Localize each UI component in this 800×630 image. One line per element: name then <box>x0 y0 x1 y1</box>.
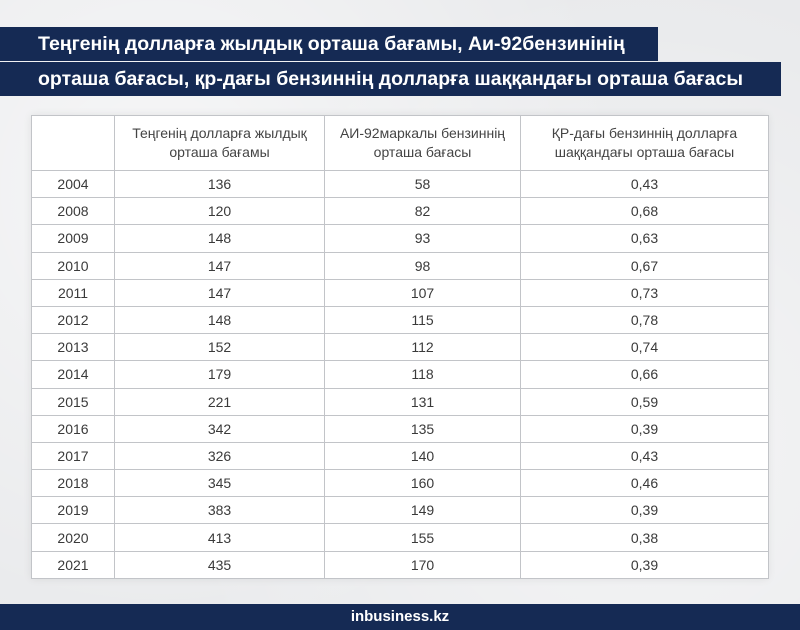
value-cell: 131 <box>325 388 521 415</box>
value-cell: 0,74 <box>521 334 769 361</box>
table-row <box>32 306 769 333</box>
table-row <box>32 252 769 279</box>
table-row <box>32 415 769 442</box>
year-cell: 2008 <box>32 198 115 225</box>
year-cell: 2004 <box>32 171 115 198</box>
value-cell: 0,66 <box>521 361 769 388</box>
value-cell: 0,78 <box>521 306 769 333</box>
table-row <box>32 334 769 361</box>
year-cell: 2014 <box>32 361 115 388</box>
value-cell: 0,73 <box>521 279 769 306</box>
year-cell: 2017 <box>32 442 115 469</box>
value-cell: 148 <box>115 225 325 252</box>
value-cell: 155 <box>325 524 521 551</box>
value-cell: 0,68 <box>521 198 769 225</box>
value-cell: 0,38 <box>521 524 769 551</box>
year-cell: 2009 <box>32 225 115 252</box>
table-row <box>32 225 769 252</box>
value-cell: 107 <box>325 279 521 306</box>
value-cell: 98 <box>325 252 521 279</box>
value-cell: 0,39 <box>521 497 769 524</box>
data-table <box>31 115 769 579</box>
year-cell: 2020 <box>32 524 115 551</box>
year-cell: 2018 <box>32 470 115 497</box>
value-cell: 136 <box>115 171 325 198</box>
table-row <box>32 279 769 306</box>
value-cell: 0,46 <box>521 470 769 497</box>
year-cell: 2019 <box>32 497 115 524</box>
value-cell: 118 <box>325 361 521 388</box>
value-cell: 0,67 <box>521 252 769 279</box>
value-cell: 342 <box>115 415 325 442</box>
value-cell: 147 <box>115 279 325 306</box>
table-row <box>32 551 769 578</box>
value-cell: 152 <box>115 334 325 361</box>
value-cell: 115 <box>325 306 521 333</box>
column-header-2: АИ-92маркалы бензиннің орташа бағасы <box>325 116 521 171</box>
value-cell: 170 <box>325 551 521 578</box>
value-cell: 0,43 <box>521 171 769 198</box>
value-cell: 147 <box>115 252 325 279</box>
table-row <box>32 361 769 388</box>
value-cell: 93 <box>325 225 521 252</box>
year-cell: 2013 <box>32 334 115 361</box>
table-row <box>32 198 769 225</box>
value-cell: 0,39 <box>521 415 769 442</box>
year-cell: 2015 <box>32 388 115 415</box>
value-cell: 345 <box>115 470 325 497</box>
year-cell: 2012 <box>32 306 115 333</box>
value-cell: 112 <box>325 334 521 361</box>
table-row <box>32 470 769 497</box>
value-cell: 0,59 <box>521 388 769 415</box>
title-line-1: Теңгенің долларға жылдық орташа бағамы, Аи-92бензинінің <box>0 27 658 61</box>
value-cell: 140 <box>325 442 521 469</box>
value-cell: 149 <box>325 497 521 524</box>
column-header-3: ҚР-дағы бензиннің долларға шаққандағы орташа бағасы <box>521 116 769 171</box>
value-cell: 435 <box>115 551 325 578</box>
footer-brand: inbusiness.kz <box>0 604 800 630</box>
table-header-row <box>32 116 769 171</box>
value-cell: 160 <box>325 470 521 497</box>
year-cell: 2011 <box>32 279 115 306</box>
value-cell: 383 <box>115 497 325 524</box>
year-cell: 2021 <box>32 551 115 578</box>
value-cell: 82 <box>325 198 521 225</box>
table-row <box>32 171 769 198</box>
value-cell: 179 <box>115 361 325 388</box>
value-cell: 148 <box>115 306 325 333</box>
value-cell: 0,43 <box>521 442 769 469</box>
table-row <box>32 388 769 415</box>
value-cell: 0,39 <box>521 551 769 578</box>
table-row <box>32 497 769 524</box>
table-body <box>32 171 769 579</box>
value-cell: 413 <box>115 524 325 551</box>
year-cell: 2010 <box>32 252 115 279</box>
data-table-container <box>31 115 768 579</box>
value-cell: 58 <box>325 171 521 198</box>
table-row <box>32 524 769 551</box>
column-header-1: Теңгенің долларға жылдық орташа бағамы <box>115 116 325 171</box>
value-cell: 0,63 <box>521 225 769 252</box>
value-cell: 326 <box>115 442 325 469</box>
value-cell: 135 <box>325 415 521 442</box>
value-cell: 120 <box>115 198 325 225</box>
value-cell: 221 <box>115 388 325 415</box>
title-line-2: орташа бағасы, қр-дағы бензиннің долларға шаққандағы орташа бағасы <box>0 62 781 96</box>
year-cell: 2016 <box>32 415 115 442</box>
column-header-0 <box>32 116 115 171</box>
table-row <box>32 442 769 469</box>
